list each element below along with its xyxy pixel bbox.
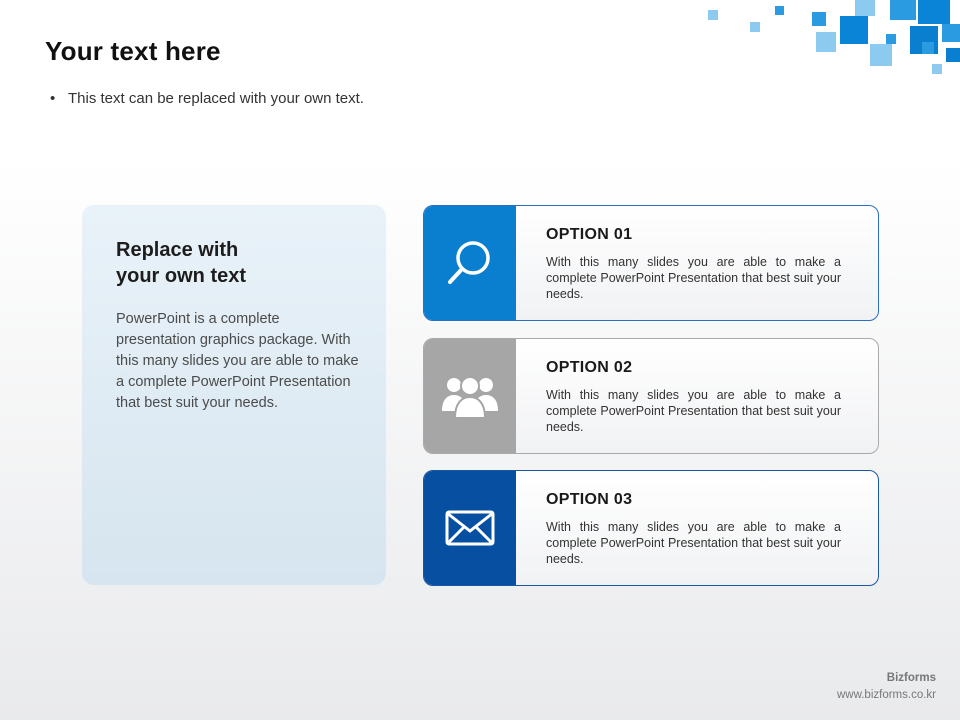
option-01-text: With this many slides you are able to make a complete PowerPoint Presentation that best suit your needs. bbox=[546, 255, 841, 301]
footer-brand bbox=[837, 670, 936, 704]
people-icon bbox=[441, 373, 499, 419]
left-text-card bbox=[82, 205, 386, 585]
brand-name: Bizforms bbox=[886, 672, 936, 684]
option-card-01 bbox=[423, 205, 879, 321]
subtitle-bullet bbox=[50, 90, 364, 107]
envelope-icon bbox=[445, 510, 495, 546]
option-03-text: With this many slides you are able to make a complete PowerPoint Presentation that best suit your needs. bbox=[546, 520, 841, 566]
bullet-icon: • bbox=[50, 90, 56, 107]
left-card-heading bbox=[116, 237, 366, 289]
option-02-title: OPTION 02 bbox=[546, 359, 633, 376]
option-03-title: OPTION 03 bbox=[546, 491, 633, 508]
option-03-icon-panel bbox=[424, 471, 516, 585]
page-title: Your text here bbox=[45, 36, 221, 66]
option-card-03 bbox=[423, 470, 879, 586]
option-card-02 bbox=[423, 338, 879, 454]
option-01-title: OPTION 01 bbox=[546, 226, 633, 243]
left-heading-line1: Replace with bbox=[116, 239, 239, 261]
option-02-text: With this many slides you are able to make a complete PowerPoint Presentation that best suit your needs. bbox=[546, 388, 841, 434]
left-card-body: PowerPoint is a complete presentation graphics package. With this many slides you are able to make a complete PowerPoint Presentation that best suit your needs. bbox=[116, 311, 359, 411]
left-heading-line2: your own text bbox=[116, 265, 247, 287]
decorative-squares bbox=[700, 0, 960, 90]
subtitle-text: This text can be replaced with your own text. bbox=[68, 90, 364, 107]
option-02-icon-panel bbox=[424, 339, 516, 453]
search-icon bbox=[444, 237, 496, 289]
option-01-icon-panel bbox=[424, 206, 516, 320]
brand-url[interactable]: www.bizforms.co.kr bbox=[836, 689, 936, 701]
